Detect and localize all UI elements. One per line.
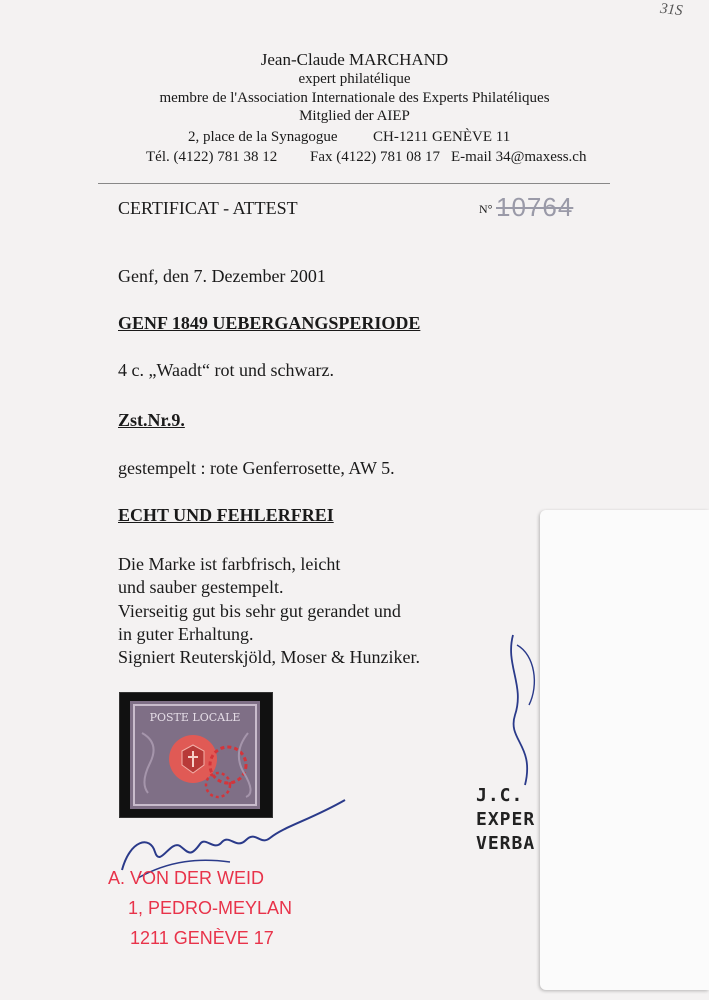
certificate-number: 10764 xyxy=(496,192,574,222)
issue-heading: GENF 1849 UEBERGANGSPERIODE xyxy=(118,313,421,333)
stamp-name: A. VON DER WEID xyxy=(108,868,265,888)
stamp-inscription: POSTE LOCALE xyxy=(149,711,241,724)
condition-line: Die Marke ist farbfrisch, leicht xyxy=(118,554,341,574)
stamp-description: 4 c. „Waadt“ rot und schwarz. xyxy=(118,360,334,380)
seal-line: EXPER xyxy=(476,809,536,830)
condition-line: Vierseitig gut bis sehr gut gerandet und xyxy=(118,600,401,621)
date-line: Genf, den 7. Dezember 2001 xyxy=(118,266,326,286)
header-divider xyxy=(98,183,610,184)
stamp-city: 1211 GENÈVE 17 xyxy=(130,928,274,948)
red-address-stamp xyxy=(108,863,292,953)
address-street: 2, place de la Synagogue xyxy=(188,129,338,145)
condition-line: in guter Erhaltung. xyxy=(118,623,254,644)
seal-line: J.C. xyxy=(476,785,524,806)
expert-name: Jean-Claude MARCHAND xyxy=(260,50,449,69)
seal-line: VERBA xyxy=(476,833,536,854)
certificate-number-label: N° xyxy=(479,202,493,216)
condition-line: und sauber gestempelt. xyxy=(118,577,284,598)
fax-number: Fax (4122) 781 08 17 xyxy=(310,149,440,165)
expert-letterhead xyxy=(0,50,709,126)
expert-title: expert philatélique xyxy=(298,71,411,87)
membership-line: membre de l'Association Internationale des Experts Philatéliques xyxy=(159,89,550,106)
attached-paper-slip xyxy=(540,510,709,990)
phone-number: Tél. (4122) 781 38 12 xyxy=(146,149,278,165)
stamp-street: 1, PEDRO-MEYLAN xyxy=(128,898,293,918)
member-of-line: Mitglied der AIEP xyxy=(299,108,410,125)
condition-text xyxy=(118,553,420,669)
second-signature xyxy=(495,625,555,800)
email-address: E-mail 34@maxess.ch xyxy=(451,149,587,165)
address-city: CH-1211 GENÈVE 11 xyxy=(373,129,511,145)
corner-note: 31S xyxy=(659,0,684,20)
expert-seal-stamp xyxy=(476,784,535,856)
cancellation-line: gestempelt : rote Genferrosette, AW 5. xyxy=(118,458,395,478)
catalog-number: Zst.Nr.9. xyxy=(118,410,185,430)
verdict-heading: ECHT UND FEHLERFREI xyxy=(118,505,334,525)
condition-line: Signiert Reuterskjöld, Moser & Hunziker. xyxy=(118,647,420,668)
certificate-title: CERTIFICAT - ATTEST xyxy=(118,198,298,218)
